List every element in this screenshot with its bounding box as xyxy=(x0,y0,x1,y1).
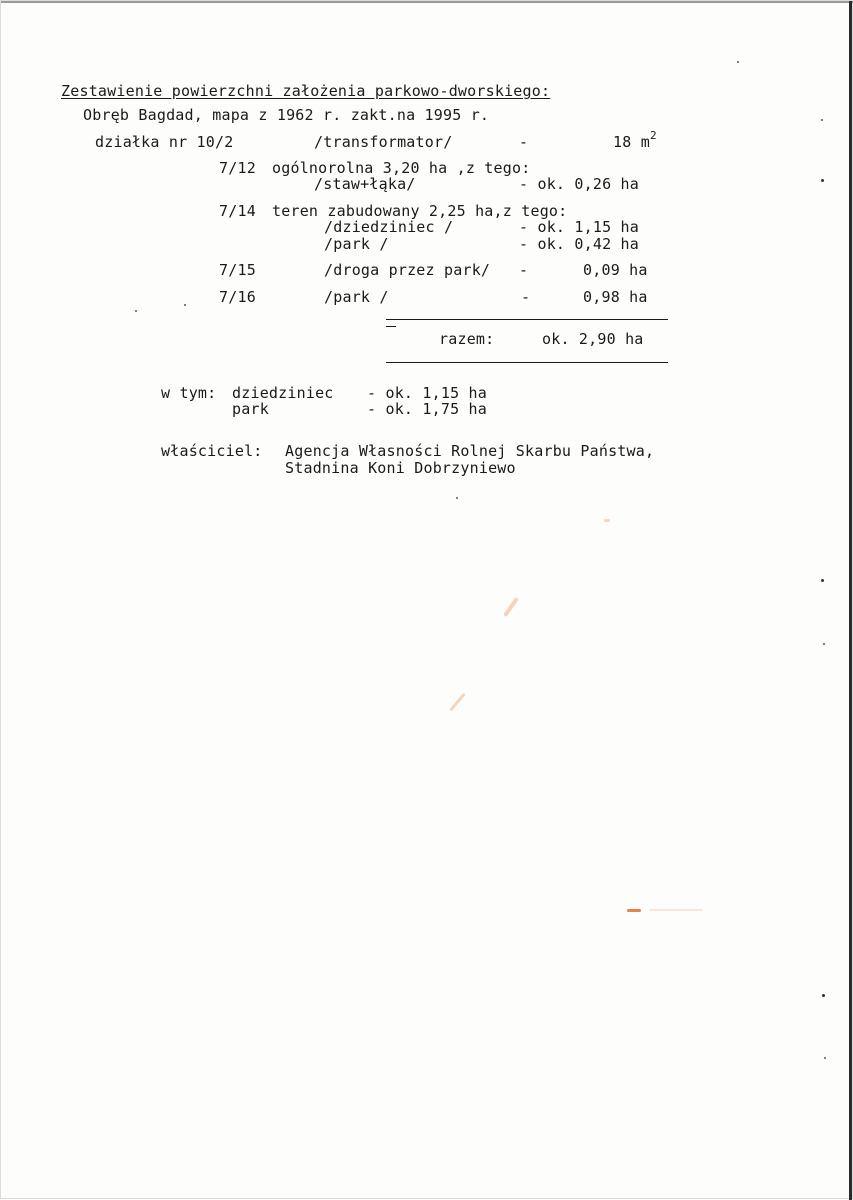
parcel-7-16-number: 7/16 xyxy=(219,288,256,306)
breakdown-prefix: w tym: xyxy=(161,384,217,402)
stain-mark xyxy=(604,519,610,522)
parcel-7-14-number: 7/14 xyxy=(219,202,256,220)
parcel-7-14-sub2-value: - ok. 0,42 ha xyxy=(519,235,639,253)
parcel-7-15-desc: /droga przez park/ xyxy=(324,261,491,279)
scan-speck xyxy=(737,61,739,63)
owner-label: właściciel: xyxy=(161,442,263,460)
document-subtitle: Obręb Bagdad, mapa z 1962 r. zakt.na 1995 r. xyxy=(83,106,490,124)
total-value: ok. 2,90 ha xyxy=(542,330,644,348)
parcel-7-14-sub1-value: - ok. 1,15 ha xyxy=(519,218,639,236)
scan-speck xyxy=(821,179,824,182)
scan-speck xyxy=(135,310,137,312)
parcel-7-12-sub-value: - ok. 0,26 ha xyxy=(519,175,639,193)
total-top-rule xyxy=(386,319,668,320)
breakdown-park-value: - ok. 1,75 ha xyxy=(367,400,487,418)
parcel-10-2-value-text: 18 m xyxy=(613,133,650,151)
scan-speck xyxy=(822,994,825,997)
total-bottom-rule xyxy=(386,362,668,363)
parcel-7-16-desc: /park / xyxy=(324,288,389,306)
parcel-7-15-number: 7/15 xyxy=(219,261,256,279)
total-top-rule-tick xyxy=(386,326,396,327)
parcel-7-12-desc: ogólnorolna 3,20 ha ,z tego: xyxy=(272,159,531,177)
stain-mark xyxy=(627,909,641,912)
stain-mark xyxy=(503,597,519,617)
parcel-10-2-dash: - xyxy=(519,133,529,151)
scan-speck xyxy=(821,579,824,582)
scan-top-edge xyxy=(1,1,853,3)
parcel-7-12-sub-desc: /staw+łąka/ xyxy=(314,175,416,193)
scan-right-edge xyxy=(849,1,852,1200)
stain-mark xyxy=(449,693,465,712)
parcel-7-14-sub1-desc: /dziedziniec / xyxy=(324,218,454,236)
owner-line-1: Agencja Własności Rolnej Skarbu Państwa, xyxy=(285,442,655,460)
parcel-10-2-desc: /transformator/ xyxy=(314,133,453,151)
parcel-7-16-dash: - xyxy=(521,288,531,306)
scan-speck xyxy=(824,1057,826,1059)
stain-mark xyxy=(649,909,703,911)
parcel-10-2-unit-exponent: 2 xyxy=(649,129,657,142)
document-title: Zestawienie powierzchni założenia parkowo-dworskiego: xyxy=(61,82,551,100)
breakdown-courtyard-value: - ok. 1,15 ha xyxy=(367,384,487,402)
scan-speck xyxy=(184,304,186,306)
parcel-7-14-sub2-desc: /park / xyxy=(324,235,389,253)
parcel-7-16-value: 0,98 ha xyxy=(583,288,648,306)
parcel-10-2-value xyxy=(613,129,657,152)
scan-speck xyxy=(456,497,458,499)
parcel-label: działka nr 10/2 xyxy=(95,133,234,151)
breakdown-courtyard-label: dziedziniec xyxy=(232,384,334,402)
owner-line-2: Stadnina Koni Dobrzyniewo xyxy=(285,459,516,477)
scan-speck xyxy=(821,119,823,121)
breakdown-park-label: park xyxy=(232,400,269,418)
total-label: razem: xyxy=(439,330,495,348)
parcel-7-15-dash: - xyxy=(519,261,529,279)
parcel-7-15-value: 0,09 ha xyxy=(583,261,648,279)
parcel-7-12-number: 7/12 xyxy=(219,159,256,177)
scan-speck xyxy=(823,643,825,645)
parcel-7-14-desc: teren zabudowany 2,25 ha,z tego: xyxy=(272,202,568,220)
